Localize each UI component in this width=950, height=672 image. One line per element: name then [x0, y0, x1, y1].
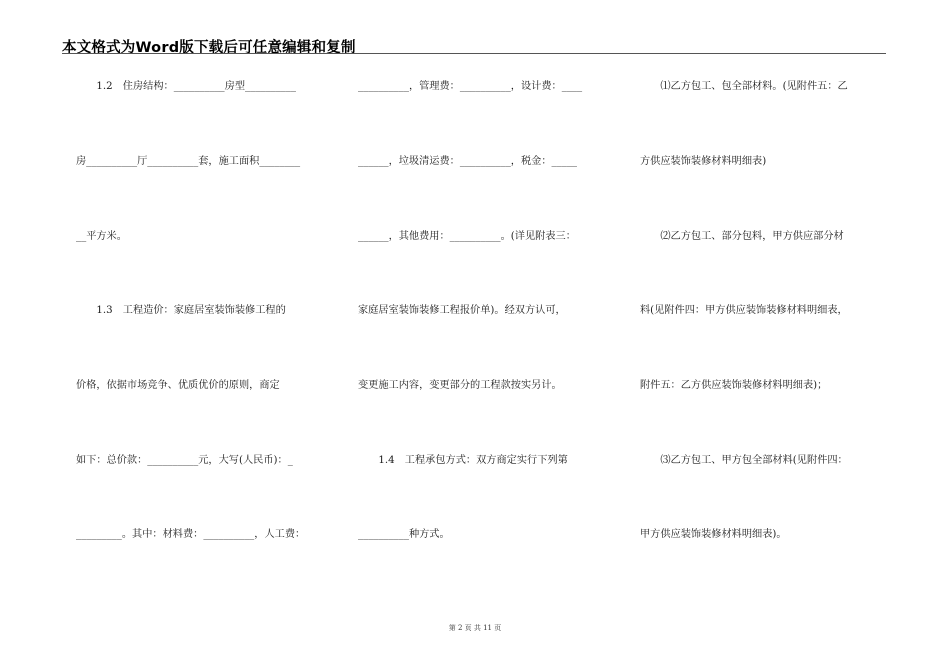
text-line: __________，管理费：__________，设计费：____: [358, 81, 583, 92]
text-line: ⑶乙方包工、甲方包全部材料(见附件四：: [640, 455, 848, 466]
text-line: 附件五：乙方供应装饰装修材料明细表)；: [640, 380, 828, 391]
text-line: ______，其他费用：__________。(详见附表三：: [358, 231, 576, 242]
text-line: 甲方供应装饰装修材料明细表)。: [640, 529, 787, 540]
text-line: _________。其中：材料费：__________，人工费：: [76, 529, 306, 540]
text-line: 变更施工内容，变更部分的工程款按实另计。: [358, 380, 562, 391]
text-line: 料(见附件四：甲方供应装饰装修材料明细表，: [640, 305, 848, 316]
text-line: 1.3 工程造价：家庭居室装饰装修工程的: [76, 305, 286, 316]
text-line: 价格，依据市场竞争、优质优价的原则，商定: [76, 380, 280, 391]
text-line: 1.4 工程承包方式：双方商定实行下列第: [358, 455, 568, 466]
document-header-title: 本文格式为Word版下载后可任意编辑和复制: [62, 40, 356, 56]
text-line: 家庭居室装饰装修工程报价单)。经双方认可，: [358, 305, 566, 316]
text-line: 房__________厅__________套，施工面积________: [76, 156, 301, 167]
text-line: 1.2 住房结构：__________房型__________: [76, 81, 296, 92]
page-number: 第 2 页 共 11 页: [448, 624, 502, 632]
text-line: 方供应装饰装修材料明细表): [640, 156, 767, 167]
text-line: __________种方式。: [358, 529, 450, 540]
text-line: 如下：总价款：__________元，大写(人民币)：_: [76, 455, 293, 466]
text-line: ⑵乙方包工、部分包料，甲方供应部分材: [640, 231, 844, 242]
text-line: ⑴乙方包工、包全部材料。(见附件五：乙: [640, 81, 848, 92]
text-line: __平方米。: [76, 231, 127, 242]
header-divider: [62, 53, 886, 54]
text-line: ______，垃圾清运费：__________，税金：_____: [358, 156, 578, 167]
